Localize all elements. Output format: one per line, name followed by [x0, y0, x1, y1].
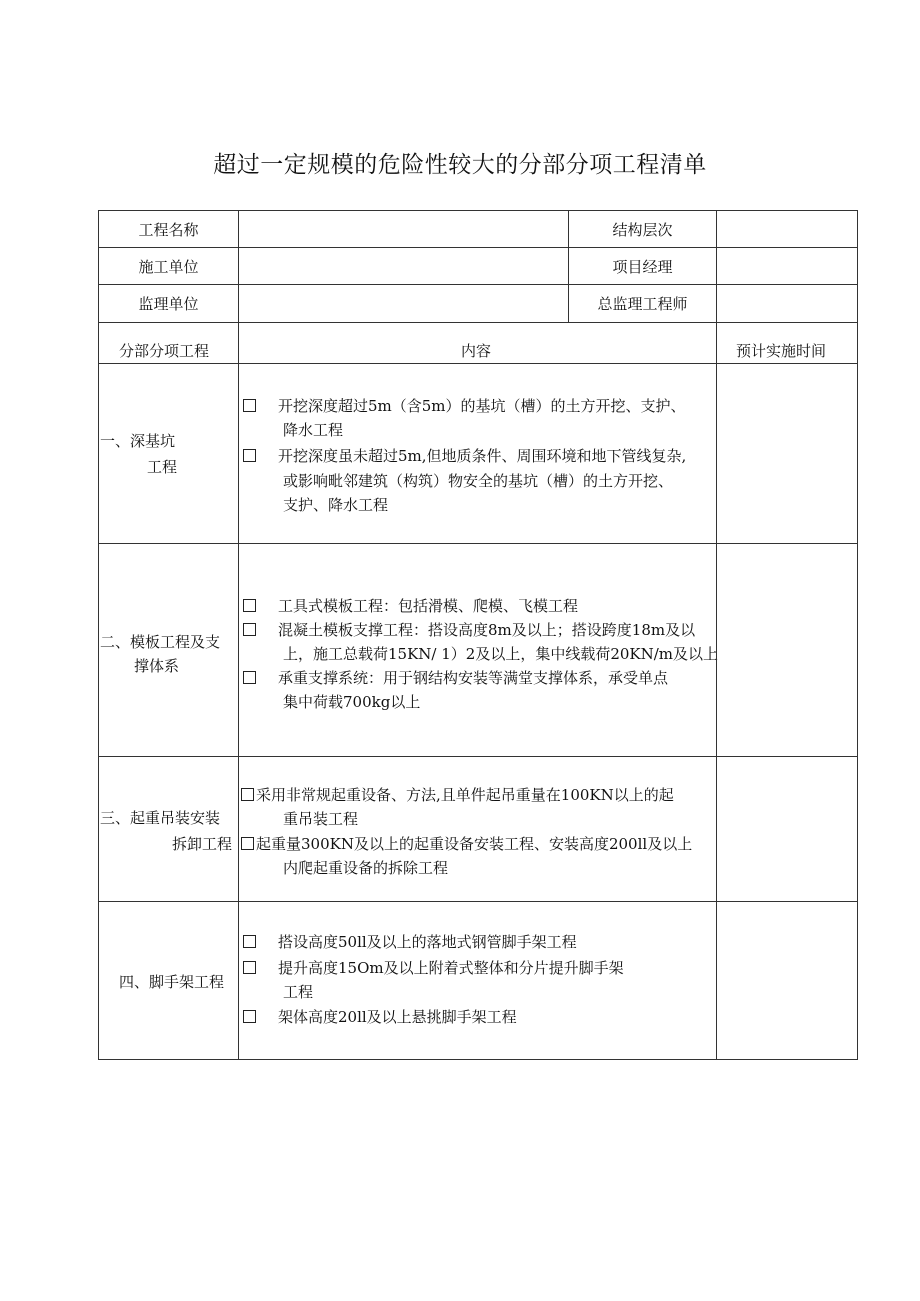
section-4-item	[243, 932, 577, 952]
section-1-time[interactable]	[716, 363, 858, 544]
section-1-category-line: 工程	[147, 458, 178, 476]
chief-supervisor-field[interactable]	[716, 284, 858, 323]
section-4-item-text: 提升高度15Om及以上附着式整体和分片提升脚手架	[278, 959, 624, 977]
section-2-item	[243, 668, 668, 688]
checkbox-icon[interactable]	[241, 837, 254, 850]
section-2-item-cont: 上，施工总载荷15KN/ 1）2及以上，集中线载荷20KN/m及以上	[283, 645, 719, 663]
header-planned-time	[716, 322, 858, 364]
label-supervision-unit: 监理单位	[98, 284, 239, 323]
section-3-item-text: 起重量300KN及以上的起重设备安装工程、安装高度200ll及以上	[256, 835, 693, 853]
checkbox-icon[interactable]	[241, 788, 254, 801]
section-1-item-text: 开挖深度虽未超过5m,但地质条件、周围环境和地下管线复杂,	[278, 447, 687, 465]
hazard-project-table	[98, 210, 858, 1060]
header-content-text: 内容	[461, 342, 492, 360]
checkbox-icon[interactable]	[243, 1010, 256, 1023]
section-3-category-line: 拆卸工程	[172, 835, 233, 853]
section-2-item-text: 工具式模板工程：包括滑模、爬模、飞模工程	[278, 597, 579, 615]
checkbox-icon[interactable]	[243, 935, 256, 948]
section-4-content	[238, 901, 717, 1060]
section-4-item-text: 搭设高度50ll及以上的落地式钢管脚手架工程	[278, 933, 577, 951]
label-construction-unit: 施工单位	[98, 247, 239, 285]
section-4-item	[243, 1007, 517, 1027]
section-2-category-line: 撑体系	[134, 657, 180, 675]
section-2-item	[243, 596, 578, 616]
section-3-category	[98, 756, 239, 902]
section-3-category-line: 三、起重吊装安装	[100, 809, 221, 827]
label-project-manager: 项目经理	[568, 247, 717, 285]
checkbox-icon[interactable]	[243, 599, 256, 612]
section-4-item	[243, 958, 624, 978]
header-content	[238, 322, 717, 364]
header-planned-time-text: 预计实施时间	[736, 342, 827, 360]
section-1-item	[243, 446, 686, 466]
checkbox-icon[interactable]	[243, 671, 256, 684]
header-sub-project	[98, 322, 239, 364]
section-2-item-cont: 集中荷载700kg以上	[283, 693, 421, 711]
section-4-category-line: 四、脚手架工程	[119, 973, 225, 991]
section-1-category	[98, 363, 239, 544]
section-3-item	[241, 834, 692, 854]
section-1-content	[238, 363, 717, 544]
supervision-unit-field[interactable]	[238, 284, 569, 323]
section-2-time[interactable]	[716, 543, 858, 757]
section-3-item-cont: 重吊装工程	[283, 810, 359, 828]
section-1-item-text: 开挖深度超过5m（含5m）的基坑（槽）的土方开挖、支护、	[278, 397, 686, 415]
section-4-category	[98, 901, 239, 1060]
project-name-field[interactable]	[238, 210, 569, 248]
section-3-item	[241, 785, 674, 805]
section-4-item-cont: 工程	[283, 983, 314, 1001]
label-chief-supervisor: 总监理工程师	[568, 284, 717, 323]
header-sub-project-text: 分部分项工程	[119, 342, 210, 360]
project-manager-field[interactable]	[716, 247, 858, 285]
section-1-item-cont: 降水工程	[283, 421, 344, 439]
section-1-category-line: 一、深基坑	[100, 432, 176, 450]
section-2-content	[238, 543, 717, 757]
section-1-item-cont: 支护、降水工程	[283, 496, 389, 514]
document-title: 超过一定规模的危险性较大的分部分项工程清单	[213, 152, 707, 178]
section-1-item	[243, 396, 686, 416]
section-1-item-cont: 或影响毗邻建筑（构筑）物安全的基坑（槽）的土方开挖、	[283, 472, 674, 490]
section-2-item-text: 承重支撑系统：用于钢结构安装等满堂支撑体系，承受单点	[278, 669, 669, 687]
section-2-item-text: 混凝土模板支撑工程：搭设高度8m及以上；搭设跨度18m及以	[278, 621, 696, 639]
section-3-time[interactable]	[716, 756, 858, 902]
construction-unit-field[interactable]	[238, 247, 569, 285]
section-3-item-text: 采用非常规起重设备、方法,且单件起吊重量在100KN以上的起	[256, 786, 674, 804]
section-2-category-line: 二、模板工程及支	[100, 633, 221, 651]
section-2-category	[98, 543, 239, 757]
label-structure-levels: 结构层次	[568, 210, 717, 248]
structure-levels-field[interactable]	[716, 210, 858, 248]
checkbox-icon[interactable]	[243, 399, 256, 412]
section-3-item-cont: 内爬起重设备的拆除工程	[283, 859, 449, 877]
checkbox-icon[interactable]	[243, 623, 256, 636]
checkbox-icon[interactable]	[243, 449, 256, 462]
label-project-name: 工程名称	[98, 210, 239, 248]
section-4-item-text: 架体高度20ll及以上悬挑脚手架工程	[278, 1008, 517, 1026]
checkbox-icon[interactable]	[243, 961, 256, 974]
section-3-content	[238, 756, 717, 902]
section-4-time[interactable]	[716, 901, 858, 1060]
section-2-item	[243, 620, 695, 640]
